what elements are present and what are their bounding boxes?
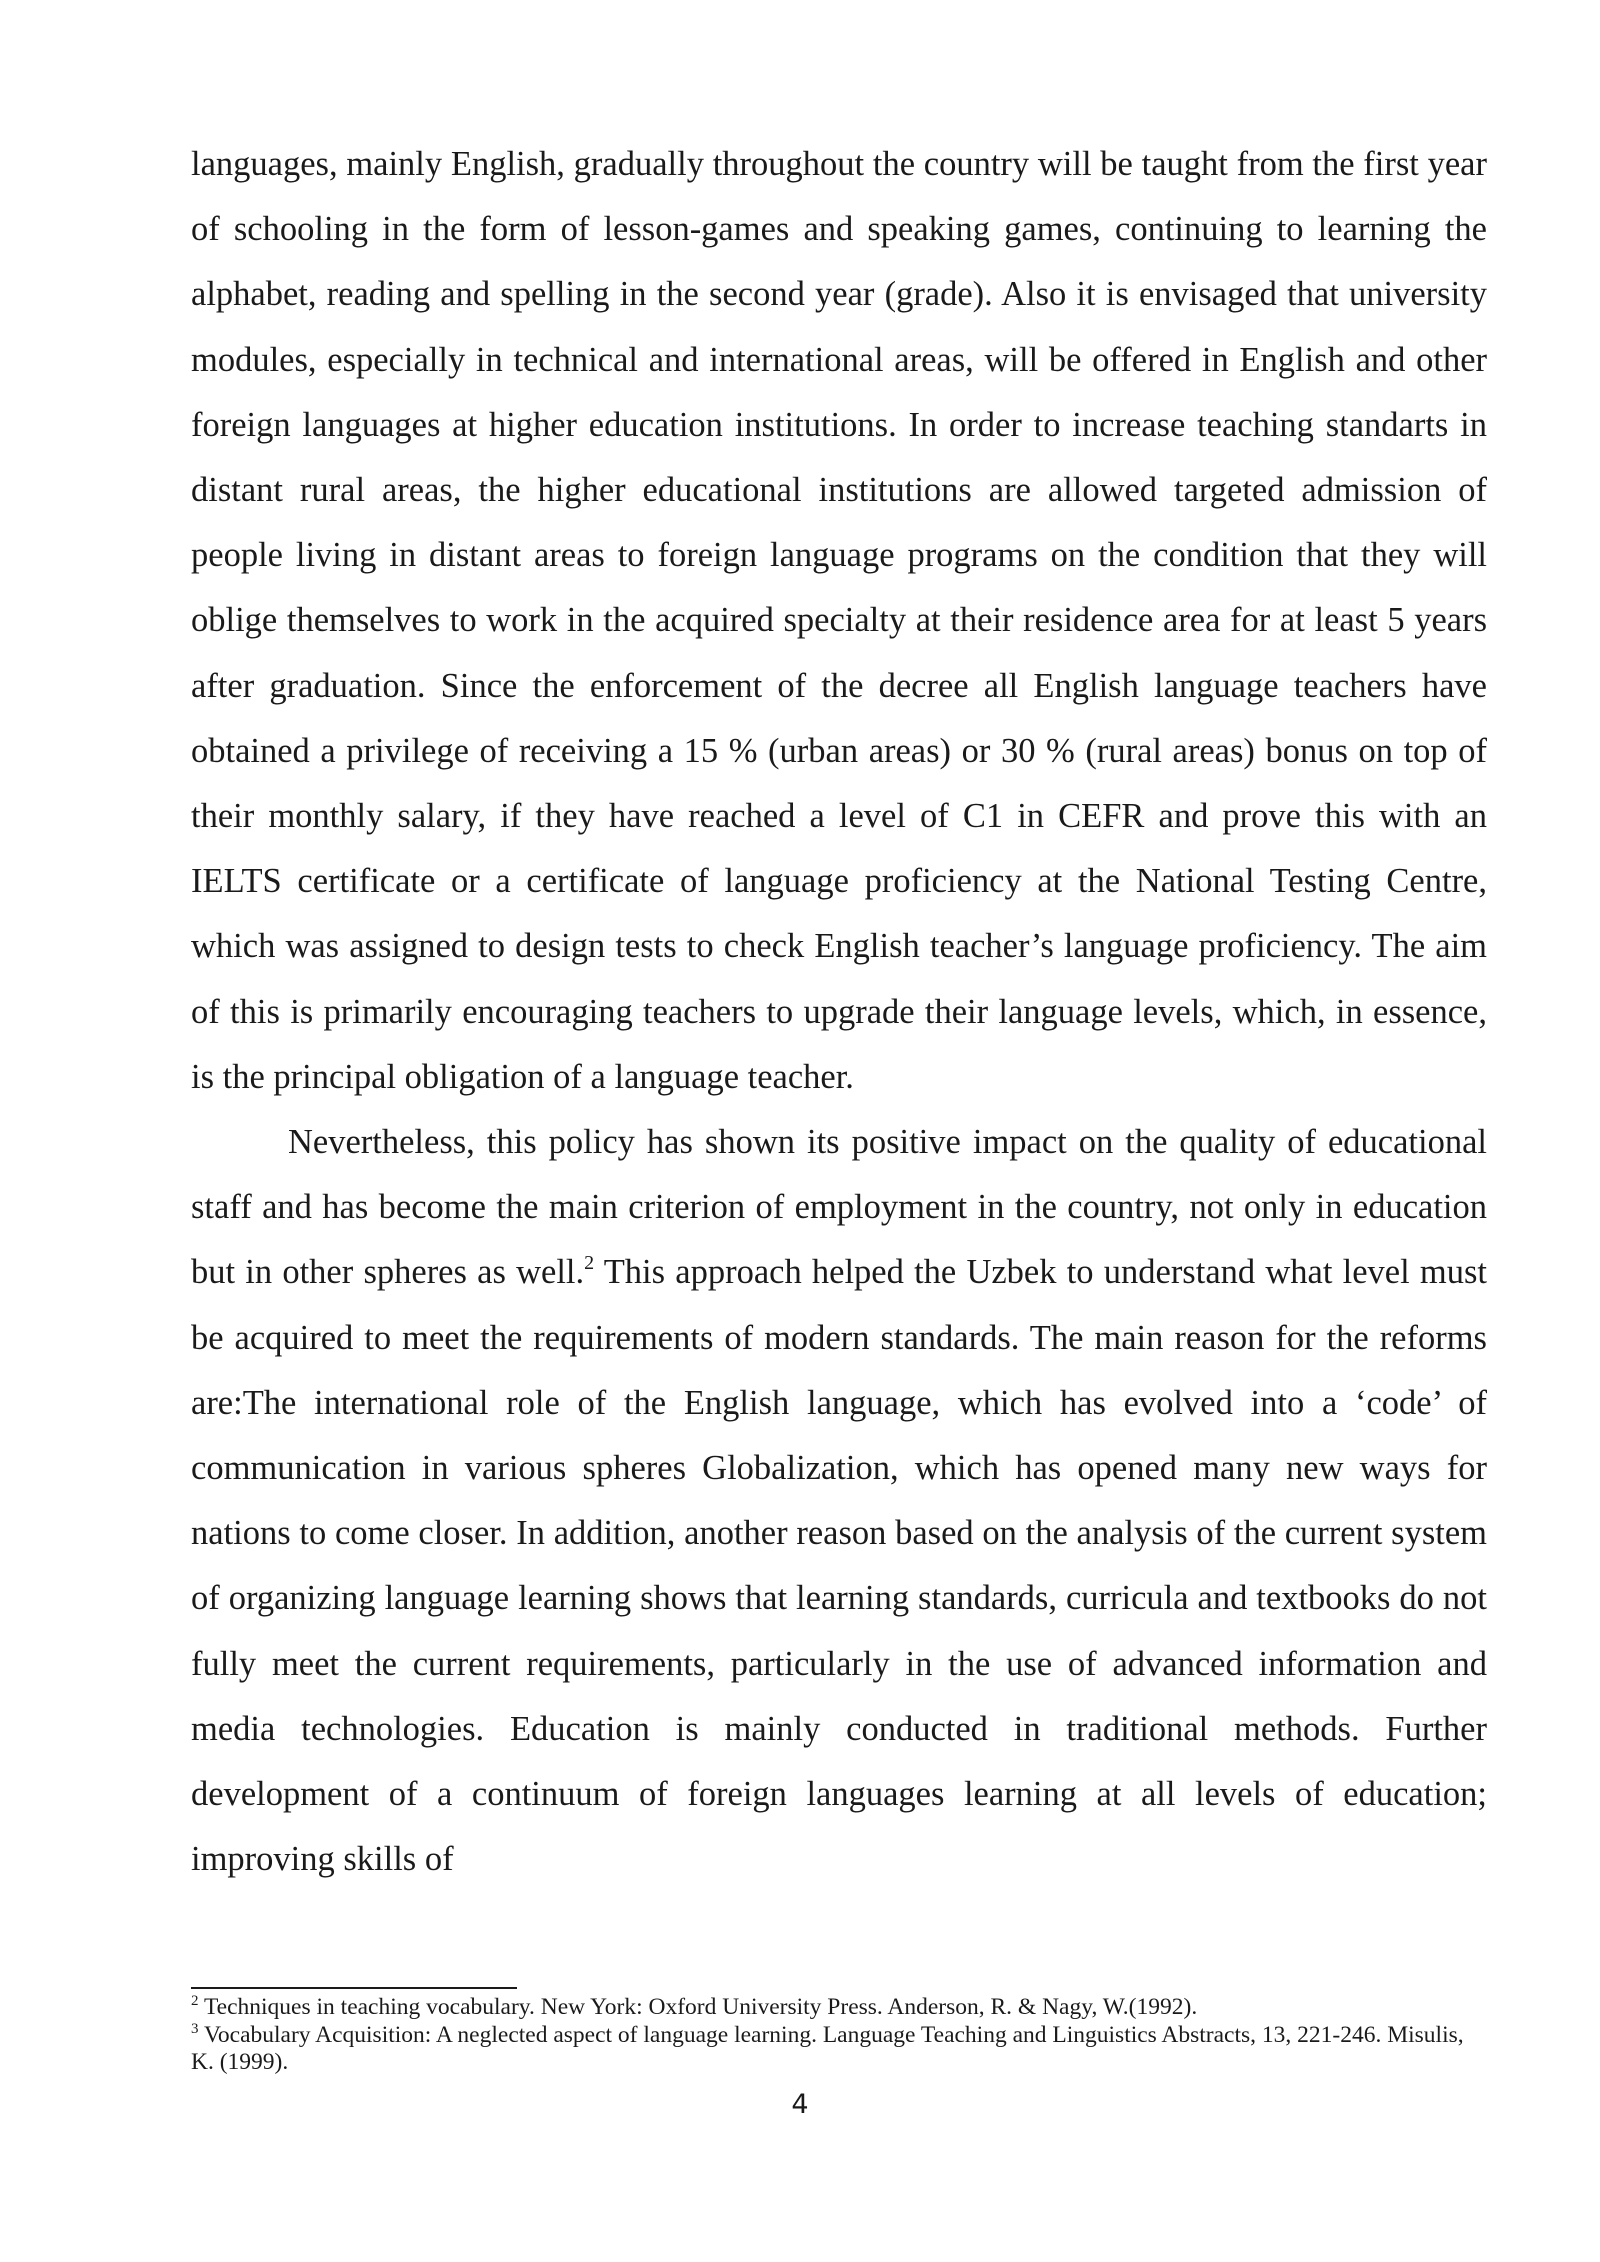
- footnote-number: 3: [191, 2020, 199, 2037]
- footnotes: [191, 1994, 1487, 2077]
- body-text: [191, 132, 1487, 1892]
- footnote-number: 2: [191, 1993, 199, 2010]
- footnote-2: [191, 1994, 1487, 2022]
- footnote-text: Vocabulary Acquisition: A neglected aspect of language learning. Language Teaching and Linguistics Abstracts, 13, 221-246. Misulis, K. (1999).: [191, 2021, 1464, 2075]
- footnote-reference-2[interactable]: 2: [584, 1251, 595, 1274]
- footnote-separator: [191, 1987, 517, 1989]
- page-number: 4: [791, 2089, 809, 2120]
- paragraph-1: languages, mainly English, gradually throughout the country will be taught from the first year of schooling in the form of lesson-games and speaking games, continuing to learning the alphabet, reading and spelling in the second year (grade). Also it is envisaged that university modules, especially in technical and international areas, will be offered in English and other foreign languages at higher education institutions. In order to increase teaching standarts in distant rural areas, the higher educational institutions are allowed targeted admission of people living in distant areas to foreign language programs on the condition that they will oblige themselves to work in the acquired specialty at their residence area for at least 5 years after graduation. Since the enforcement of the decree all English language teachers have obtained a privilege of receiving a 15 % (urban areas) or 30 % (rural areas) bonus on top of their monthly salary, if they have reached a level of C1 in CEFR and prove this with an IELTS certificate or a certificate of language proficiency at the National Testing Centre, which was assigned to design tests to check English teacher’s language proficiency. The aim of this is primarily encouraging teachers to upgrade their language levels, which, in essence, is the principal obligation of a language teacher.: [191, 145, 1487, 1096]
- footnote-text: Techniques in teaching vocabulary. New York: Oxford University Press. Anderson, R. & Nagy, W.(1992).: [198, 1994, 1198, 2020]
- paragraph-2: [191, 1110, 1487, 1892]
- paragraph-2-text-before-ref: Nevertheless, this policy has shown its positive impact on the quality of educational staff and has become the main criterion of employment in the country, not only in education but in other spheres as well.: [191, 1123, 1487, 1292]
- footnote-3: [191, 2022, 1487, 2077]
- paragraph-2-text-after-ref: This approach helped the Uzbek to understand what level must be acquired to meet the requirements of modern standards. The main reason for the reforms are:The international role of the English language, which has evolved into a ‘code’ of communication in various spheres Globalization, which has opened many new ways for nations to come closer. In addition, another reason based on the analysis of the current system of organizing language learning shows that learning standards, curricula and textbooks do not fully meet the current requirements, particularly in the use of advanced information and media technologies. Education is mainly conducted in traditional methods. Further development of a continuum of foreign languages learning at all levels of education; improving skills of: [191, 1253, 1487, 1879]
